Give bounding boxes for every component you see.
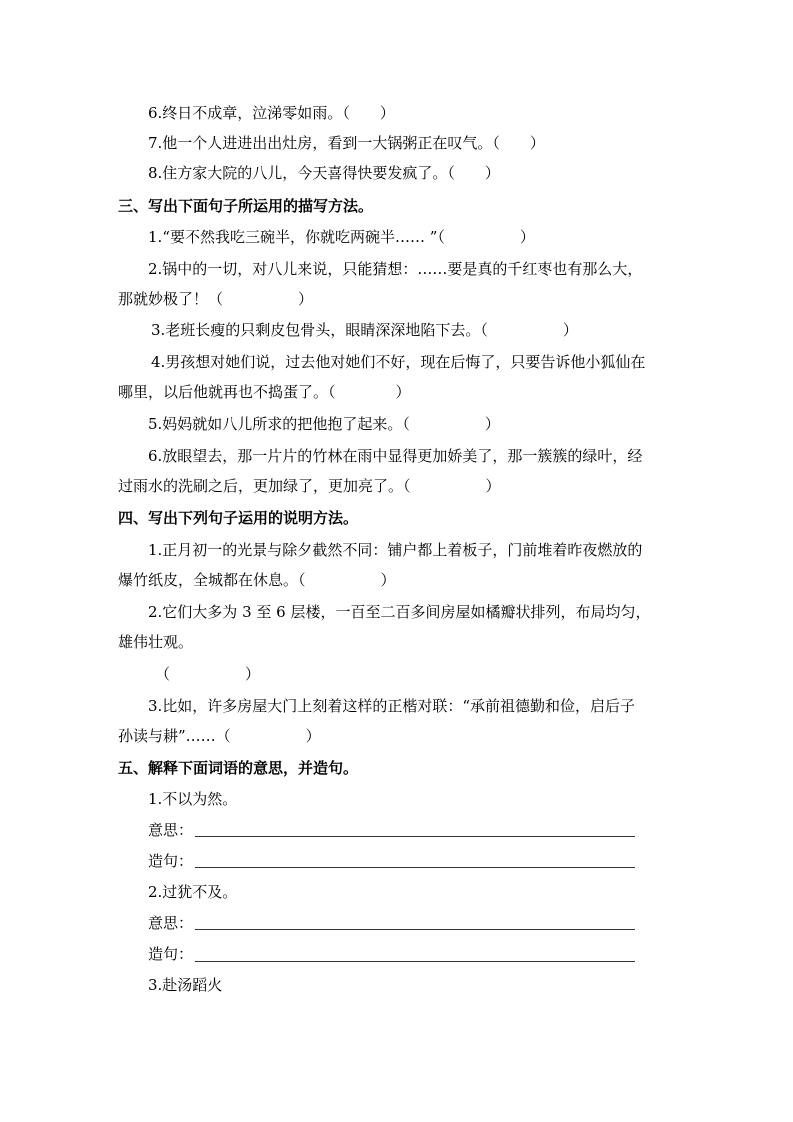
word-3: 3.赴汤蹈火 — [148, 976, 223, 994]
question-2-8: 8.住方家大院的八儿，今天喜得快要发疯了。（ ） — [148, 164, 500, 182]
meaning-label-2: 意思： — [148, 914, 194, 932]
section-5-heading: 五、解释下面词语的意思，并造句。 — [118, 759, 359, 777]
question-3-4-line2: 哪里，以后他就再也不捣蛋了。（ ） — [118, 383, 411, 401]
question-4-1-line1: 1.正月初一的光景与除夕截然不同：铺户都上着板子，门前堆着昨夜燃放的 — [148, 541, 643, 559]
question-3-5: 5.妈妈就如八儿所求的把他抱了起来。（ ） — [148, 415, 500, 433]
section-3-heading: 三、写出下面句子所运用的描写方法。 — [118, 197, 374, 215]
meaning-label-1: 意思： — [148, 821, 194, 839]
question-2-7: 7.他一个人进进出出灶房，看到一大锅粥正在叹气。（ ） — [148, 134, 545, 152]
question-4-2-line2: 雄伟壮观。 — [118, 633, 194, 651]
sentence-answer-line-2[interactable] — [195, 961, 635, 962]
question-4-3-line2: 孙读与耕”……（ ） — [118, 727, 321, 745]
sentence-label-2: 造句： — [148, 945, 194, 963]
question-4-1-line2: 爆竹纸皮，全城都在休息。（ ） — [118, 571, 396, 589]
question-3-6-line1: 6.放眼望去，那一片片的竹林在雨中显得更加娇美了，那一簇簇的绿叶，经 — [148, 447, 643, 465]
section-4-heading: 四、写出下列句子运用的说明方法。 — [118, 509, 359, 527]
question-3-6-line2: 过雨水的洗刷之后，更加绿了，更加亮了。（ ） — [118, 477, 501, 495]
question-3-4-line1: 4.男孩想对她们说，过去他对她们不好，现在后悔了，只要告诉他小狐仙在 — [151, 353, 646, 371]
word-1: 1.不以为然。 — [148, 790, 238, 808]
meaning-answer-line-1[interactable] — [195, 836, 635, 837]
word-2: 2.过犹不及。 — [148, 883, 238, 901]
sentence-answer-line-1[interactable] — [195, 867, 635, 868]
meaning-answer-line-2[interactable] — [195, 929, 635, 930]
question-3-2-line2: 那就妙极了！（ ） — [118, 290, 314, 308]
question-4-2-line1: 2.它们大多为 3 至 6 层楼，一百至二百多间房屋如橘瓣状排列，布局均匀， — [148, 603, 651, 621]
question-3-2-line1: 2.锅中的一切，对八儿来说，只能猜想：……要是真的千红枣也有那么大， — [148, 260, 643, 278]
question-3-3: 3.老班长瘦的只剩皮包骨头，眼睛深深地陷下去。（ ） — [151, 321, 578, 339]
question-3-1: 1.“要不然我吃三碗半，你就吃两碗半…… ”（ ） — [148, 228, 535, 246]
sentence-label-1: 造句： — [148, 852, 194, 870]
question-4-2-answer: （ ） — [155, 665, 261, 683]
question-4-3-line1: 3.比如，许多房屋大门上刻着这样的正楷对联：“承前祖德勤和俭，启后子 — [148, 697, 635, 715]
question-2-6: 6.终日不成章，泣涕零如雨。（ ） — [148, 104, 395, 122]
